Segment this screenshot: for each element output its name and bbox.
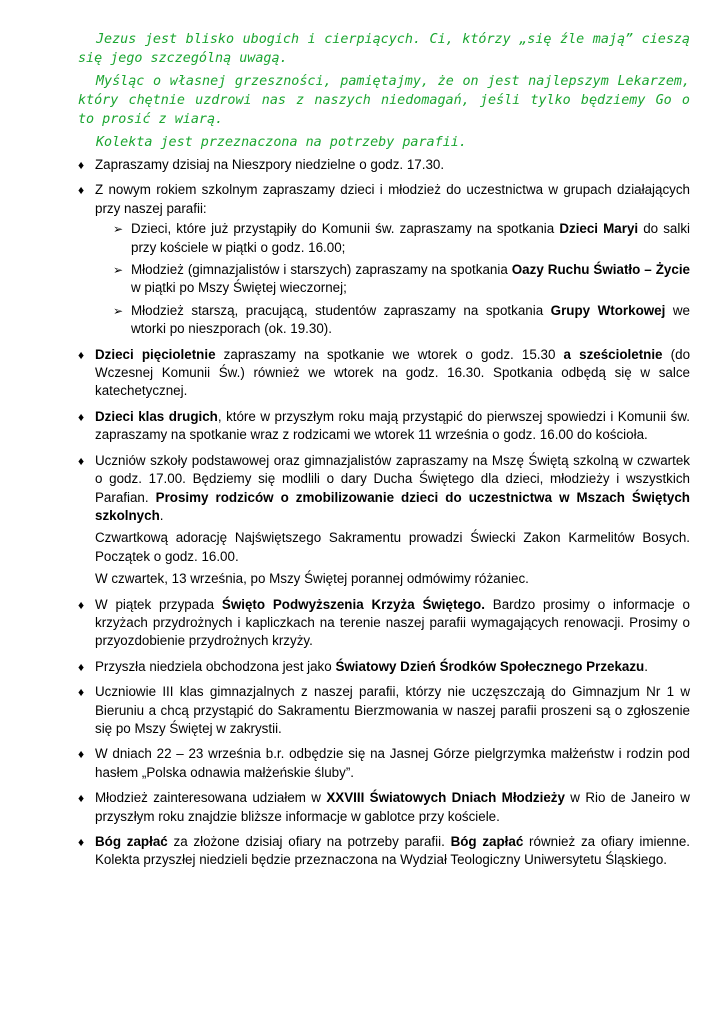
diamond-bullet-icon: ♦ — [78, 835, 85, 849]
announcement-text: . — [159, 507, 164, 523]
announcement-text: , które w przyszłym roku mają przystąpić do pierwszej spowiedzi i Komunii św. zapraszamy na spotkanie wraz z rodzicami we wtorek 11 września o godz. 16.00 do kościoła. — [95, 408, 690, 443]
announcement-confirmation — [78, 683, 690, 738]
highlight-text: a sześcioletnie — [563, 346, 663, 362]
diamond-bullet-icon: ♦ — [78, 791, 85, 806]
highlight-text: Święto Podwyższenia Krzyża Świętego. — [221, 596, 485, 612]
highlight-text: XXVIII Światowych Dniach Młodzieży — [326, 790, 565, 806]
group-name: Grupy Wtorkowej — [550, 302, 666, 318]
announcement-text: (do Wczesnej Komunii Św.) również we wtorek na godz. 16.30. Spotkania odbędą się w salce katechetycznej. — [95, 346, 691, 399]
diamond-bullet-icon: ♦ — [78, 158, 85, 172]
sub-text: w piątki po Mszy Świętej wieczornej; — [131, 280, 347, 296]
highlight-text: Bóg zapłać — [450, 834, 524, 849]
announcement-text: zapraszamy na spotkanie we wtorek o godz. 15.30 — [215, 346, 564, 362]
announcement-text: Uczniowie III klas gimnazjalnych z naszej parafii, którzy nie uczęszczają do Gimnazjum Nr 1 w Bieruniu a chcą przystąpić do Sakramentu Bierzmowania w naszej parafii proszeni są o zgłoszenie się po Mszy Świętej w zakrystii. — [95, 684, 690, 736]
announcement-text: Zapraszamy dzisiaj na Nieszpory niedzielne o godz. 17.30. — [95, 157, 445, 172]
announcement-thanks — [78, 833, 690, 870]
announcement-second-grade — [78, 408, 690, 445]
diamond-bullet-icon: ♦ — [78, 453, 85, 468]
arrow-bullet-icon: ➢ — [113, 303, 124, 318]
announcement-text: Uczniów szkoły podstawowej oraz gimnazjalistów zapraszamy na Mszę Świętą szkolną w czwartek o godz. 17.00. Będziemy się modlili o dary Ducha Świętego dla dzieci, młodzieży i wszystkich Parafian. — [95, 452, 690, 505]
diamond-bullet-icon: ♦ — [78, 409, 85, 424]
diamond-bullet-icon: ♦ — [78, 659, 85, 674]
announcement-text: W dniach 22 – 23 września b.r. odbędzie się na Jasnej Górze pielgrzymka małżeństw i rodzin pod hasłem „Polska odnawia małżeńskie śluby”. — [95, 746, 690, 780]
announcements-page — [78, 30, 690, 877]
announcement-text: Bardzo prosimy o informacje o krzyżach przydrożnych i kapliczkach na terenie naszej parafii wymagających renowacji. Prosimy o przyozdobienie przydrożnych krzyży. — [95, 596, 690, 649]
announcement-youth-groups — [78, 181, 690, 338]
diamond-bullet-icon: ♦ — [78, 747, 85, 762]
announcement-text: za złożone dzisiaj ofiary na potrzeby parafii. — [167, 834, 451, 849]
intro-paragraph-1: Jezus jest blisko ubogich i cierpiących. Ci, którzy „się źle mają” cieszą się jego szczególną uwagą. — [78, 32, 690, 66]
diamond-bullet-icon: ♦ — [78, 597, 85, 612]
announcement-preschool-meeting — [78, 346, 690, 401]
intro-paragraph-3: Kolekta jest przeznaczona na potrzeby parafii. — [96, 135, 467, 150]
sub-text: Młodzież starszą, pracującą, studentów zapraszamy na spotkania — [131, 302, 551, 318]
group-children-of-mary — [95, 220, 690, 257]
announcement-world-youth-day — [78, 789, 690, 826]
diamond-bullet-icon: ♦ — [78, 685, 85, 700]
group-oasis-movement — [95, 261, 690, 298]
announcement-media-day — [78, 658, 690, 676]
arrow-bullet-icon: ➢ — [113, 263, 124, 278]
diamond-bullet-icon: ♦ — [78, 183, 85, 198]
highlight-text: Prosimy rodziców o zmobilizowanie dzieci do uczestnictwa w Mszach Świętych szkolnych — [95, 489, 690, 523]
announcement-pilgrimage — [78, 745, 690, 782]
highlight-text: Dzieci klas drugich — [95, 408, 218, 424]
announcement-text: Młodzież zainteresowana udziałem w — [95, 790, 327, 806]
announcement-text: . — [644, 658, 648, 674]
announcement-paragraph: W czwartek, 13 września, po Mszy Świętej porannej odmówimy różaniec. — [95, 571, 529, 587]
announcement-school-mass — [78, 452, 690, 589]
announcement-text: również za ofiary imienne. Kolekta przyszłej niedzieli będzie przeznaczona na Wydział Teologiczny Uniwersytetu Śląskiego. — [95, 834, 690, 868]
highlight-text: Dzieci pięcioletnie — [95, 346, 216, 362]
announcement-holy-cross — [78, 596, 690, 651]
announcement-text: Przyszła niedziela obchodzona jest jako — [95, 658, 336, 674]
sub-text: do salki przy kościele w piątki o godz. 16.00; — [131, 221, 690, 255]
announcement-text: Z nowym rokiem szkolnym zapraszamy dzieci i młodzież do uczestnictwa w grupach działających przy naszej parafii: — [95, 182, 690, 216]
announcement-paragraph — [95, 452, 690, 526]
announcement-text: w Rio de Janeiro w przyszłym roku znajdzie bliższe informacje w gablotce przy kościele. — [95, 790, 690, 824]
announcement-vespers — [78, 156, 690, 174]
arrow-bullet-icon: ➢ — [113, 222, 124, 237]
sub-text: we wtorki po nieszporach (ok. 19.30). — [131, 302, 690, 337]
diamond-bullet-icon: ♦ — [78, 347, 85, 362]
announcement-paragraph: Czwartkową adorację Najświętszego Sakramentu prowadzi Świecki Zakon Karmelitów Bosych. Początek o godz. 16.00. — [95, 530, 690, 564]
group-name: Oazy Ruchu Światło – Życie — [511, 262, 690, 278]
highlight-text: Bóg zapłać — [95, 834, 168, 849]
announcement-text: W piątek przypada — [95, 596, 222, 612]
intro-paragraph-2: Myśląc o własnej grzeszności, pamiętajmy, że on jest najlepszym Lekarzem, który chętnie uzdrowi nas z naszych niedomagań, jeśli tylko będziemy Go o to prosić z wiarą. — [78, 74, 690, 127]
sub-text: Dzieci, które już przystąpiły do Komunii św. zapraszamy na spotkania — [131, 221, 560, 237]
highlight-text: Światowy Dzień Środków Społecznego Przekazu — [335, 658, 645, 674]
group-tuesday — [95, 302, 690, 339]
sub-text: Młodzież (gimnazjalistów i starszych) zapraszamy na spotkania — [131, 262, 512, 278]
group-name: Dzieci Maryi — [559, 221, 639, 237]
